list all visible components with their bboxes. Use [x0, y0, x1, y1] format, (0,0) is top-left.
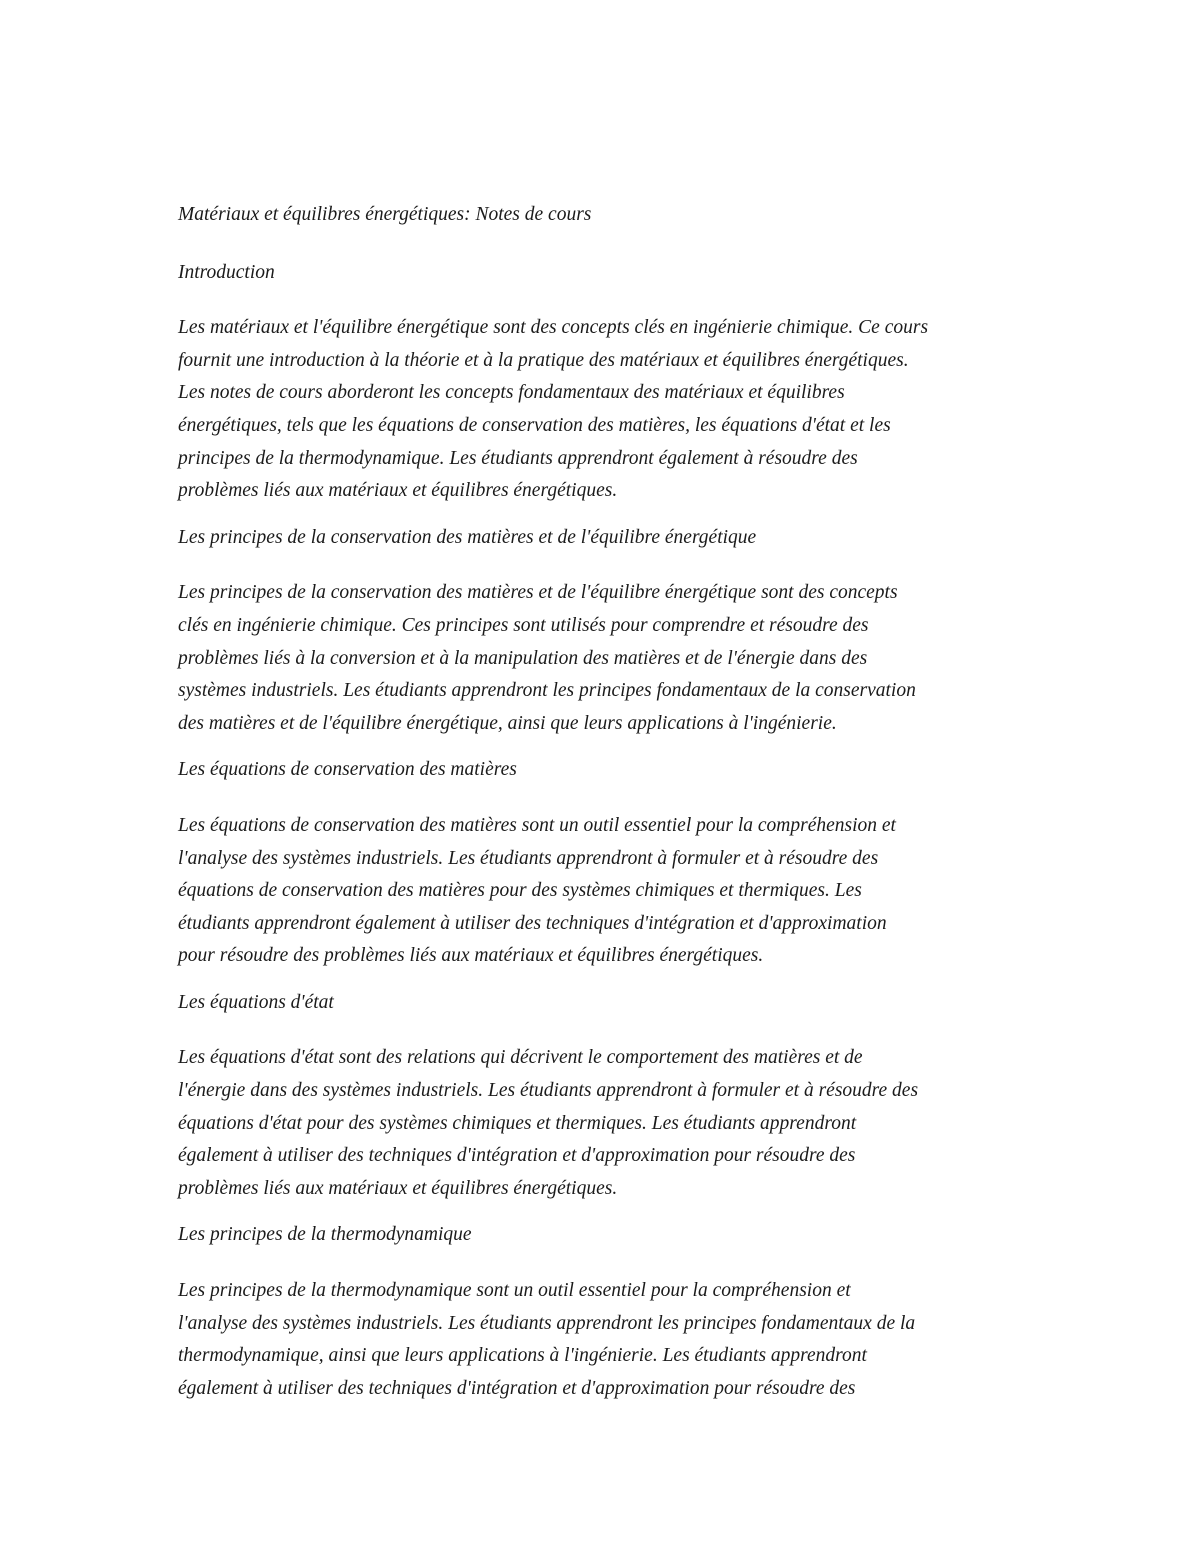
text-line: énergétiques, tels que les équations de conservation des matières, les équations d'état et les [178, 414, 891, 436]
text-line: également à utiliser des techniques d'intégration et d'approximation pour résoudre des [178, 1377, 856, 1399]
text-line: étudiants apprendront également à utiliser des techniques d'intégration et d'approximation [178, 912, 887, 934]
text-line: Introduction [178, 261, 275, 283]
text-line: Les équations de conservation des matières sont un outil essentiel pour la compréhension et [178, 814, 896, 836]
text-line: équations de conservation des matières pour des systèmes chimiques et thermiques. Les [178, 880, 862, 902]
text-line: également à utiliser des techniques d'intégration et d'approximation pour résoudre des [178, 1145, 856, 1167]
text-line: Les équations d'état sont des relations qui décrivent le comportement des matières et de [178, 1047, 863, 1069]
text-line: Les principes de la conservation des matières et de l'équilibre énergétique [178, 526, 757, 548]
paragraph [178, 1042, 1058, 1205]
section-heading [178, 257, 1058, 290]
section-heading [178, 754, 1058, 787]
text-line: Les principes de la thermodynamique sont un outil essentiel pour la compréhension et [178, 1280, 851, 1302]
text-line: Les principes de la conservation des matières et de l'équilibre énergétique sont des concepts [178, 582, 898, 604]
text-line: Les équations de conservation des matières [178, 759, 517, 781]
section-heading [178, 1219, 1058, 1252]
text-line: Les matériaux et l'équilibre énergétique sont des concepts clés en ingénierie chimique. Ce cours [178, 317, 929, 339]
text-line: clés en ingénierie chimique. Ces principes sont utilisés pour comprendre et résoudre des [178, 614, 869, 636]
text-line: fournit une introduction à la théorie et à la pratique des matériaux et équilibres énergétiques. [178, 349, 909, 371]
text-line: principes de la thermodynamique. Les étudiants apprendront également à résoudre des [178, 447, 858, 469]
text-line: des matières et de l'équilibre énergétique, ainsi que leurs applications à l'ingénierie. [178, 712, 837, 734]
text-line: problèmes liés aux matériaux et équilibres énergétiques. [178, 480, 618, 502]
paragraph [178, 810, 1058, 973]
document-page [178, 199, 1058, 1419]
text-line: l'énergie dans des systèmes industriels. Les étudiants apprendront à formuler et à résoudre des [178, 1080, 919, 1102]
text-line: l'analyse des systèmes industriels. Les étudiants apprendront les principes fondamentaux de la [178, 1312, 916, 1334]
text-line: équations d'état pour des systèmes chimiques et thermiques. Les étudiants apprendront [178, 1112, 857, 1134]
text-line: systèmes industriels. Les étudiants apprendront les principes fondamentaux de la conservation [178, 680, 916, 702]
paragraph [178, 1275, 1058, 1405]
text-line: thermodynamique, ainsi que leurs applications à l'ingénierie. Les étudiants apprendront [178, 1345, 867, 1367]
section-heading [178, 987, 1058, 1020]
text-line: pour résoudre des problèmes liés aux matériaux et équilibres énergétiques. [178, 945, 764, 967]
paragraph [178, 312, 1058, 508]
document-title [178, 199, 1058, 232]
text-line: Les principes de la thermodynamique [178, 1224, 472, 1246]
text-line: Matériaux et équilibres énergétiques: Notes de cours [178, 204, 592, 225]
text-line: l'analyse des systèmes industriels. Les étudiants apprendront à formuler et à résoudre des [178, 847, 879, 869]
text-line: Les équations d'état [178, 991, 334, 1013]
paragraph [178, 577, 1058, 740]
text-line: problèmes liés aux matériaux et équilibres énergétiques. [178, 1177, 618, 1199]
section-heading [178, 522, 1058, 555]
text-line: Les notes de cours aborderont les concepts fondamentaux des matériaux et équilibres [178, 382, 845, 404]
text-line: problèmes liés à la conversion et à la manipulation des matières et de l'énergie dans des [178, 647, 868, 669]
